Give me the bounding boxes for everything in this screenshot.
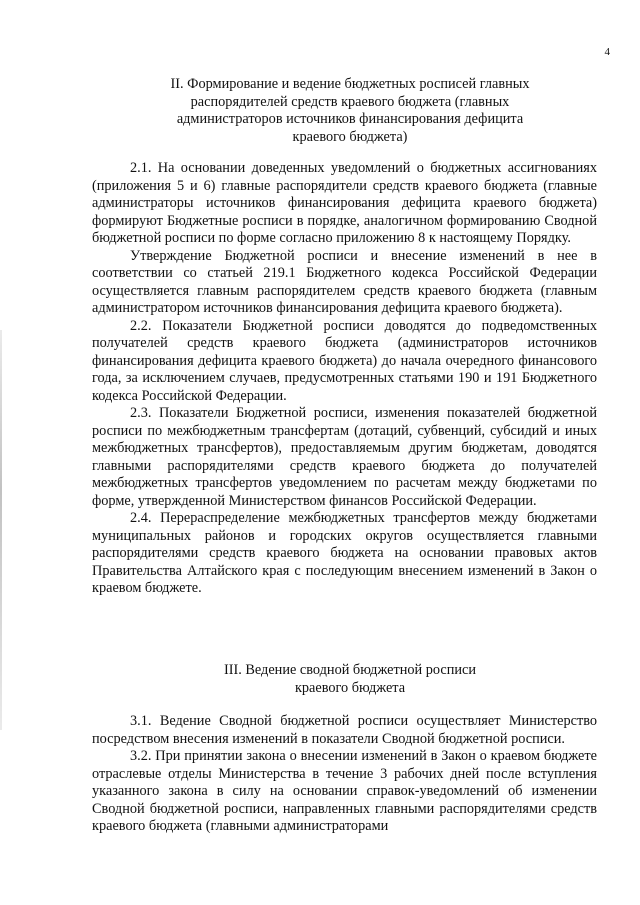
- page-number: 4: [604, 46, 610, 58]
- paragraph-2-2: 2.2. Показатели Бюджетной росписи доводятся до подведомственных получателей средств краевого бюджета (администраторов источников финансирования дефицита краевого бюджета) до начала очередного финансового года, за исключением случаев, предусмотренных статьями 190 и 191 Бюджетного кодекса Российской Федерации.: [92, 317, 597, 404]
- paragraph-2-1-approval: Утверждение Бюджетной росписи и внесение изменений в нее в соответствии со статьей 219.1 Бюджетного кодекса Российской Федерации осуществляется главным распорядителем средств краевого бюджета (главным администратором источников финансирования дефицита краевого бюджета).: [92, 247, 597, 316]
- scan-edge-shadow: [0, 330, 2, 730]
- section-2-body: [92, 160, 597, 598]
- heading-line: краевого бюджета): [292, 128, 408, 145]
- paragraph-3-2: 3.2. При принятии закона о внесении изменений в Закон о краевом бюджете отраслевые отделы Министерства в течение 3 рабочих дней после вступления указанного закона в силу на основании справок-уведомлений об изменении Сводной бюджетной росписи, направленных главными распорядителями средств краевого бюджета (главными администраторами: [92, 748, 597, 834]
- paragraph-3-1: 3.1. Ведение Сводной бюджетной росписи осуществляет Министерство посредством внесения изменений в показатели Сводной бюджетной росписи.: [92, 713, 597, 747]
- section-3-heading: [100, 662, 600, 697]
- paragraph-2-4: 2.4. Перераспределение межбюджетных трансфертов между бюджетами муниципальных районов и городских округов осуществляется главными распорядителями средств краевого бюджета на основании правовых актов Правительства Алтайского края с последующим внесением изменений в Закон о краевом бюджете.: [92, 510, 597, 596]
- heading-line: III. Ведение сводной бюджетной росписи: [223, 662, 477, 678]
- section-2-heading: [100, 76, 600, 146]
- heading-line: распорядителей средств краевого бюджета (главных: [190, 93, 510, 110]
- heading-line: краевого бюджета: [294, 679, 406, 696]
- paragraph-2-3: 2.3. Показатели Бюджетной росписи, изменения показателей бюджетной росписи по межбюджетным трансфертам (дотаций, субвенций, субсидий и иных межбюджетных трансфертов), предоставляемым другим бюджетам, доводятся главными распорядителями средств краевого бюджета до получателей межбюджетных трансфертов уведомлением по расчетам между бюджетами по форме, утвержденной Министерством финансов Российской Федерации.: [92, 405, 597, 509]
- heading-line: II. Формирование и ведение бюджетных росписей главных: [170, 76, 530, 92]
- heading-line: администраторов источников финансирования дефицита: [176, 111, 524, 127]
- section-3-body: [92, 713, 597, 836]
- paragraph-2-1: 2.1. На основании доведенных уведомлений о бюджетных ассигнованиях (приложения 5 и 6) главные распорядители средств краевого бюджета (главные администраторы источников финансирования дефицита краевого бюджета) формируют Бюджетные росписи в порядке, аналогичном формированию Сводной бюджетной росписи по форме согласно приложению 8 к настоящему Порядку.: [92, 160, 597, 246]
